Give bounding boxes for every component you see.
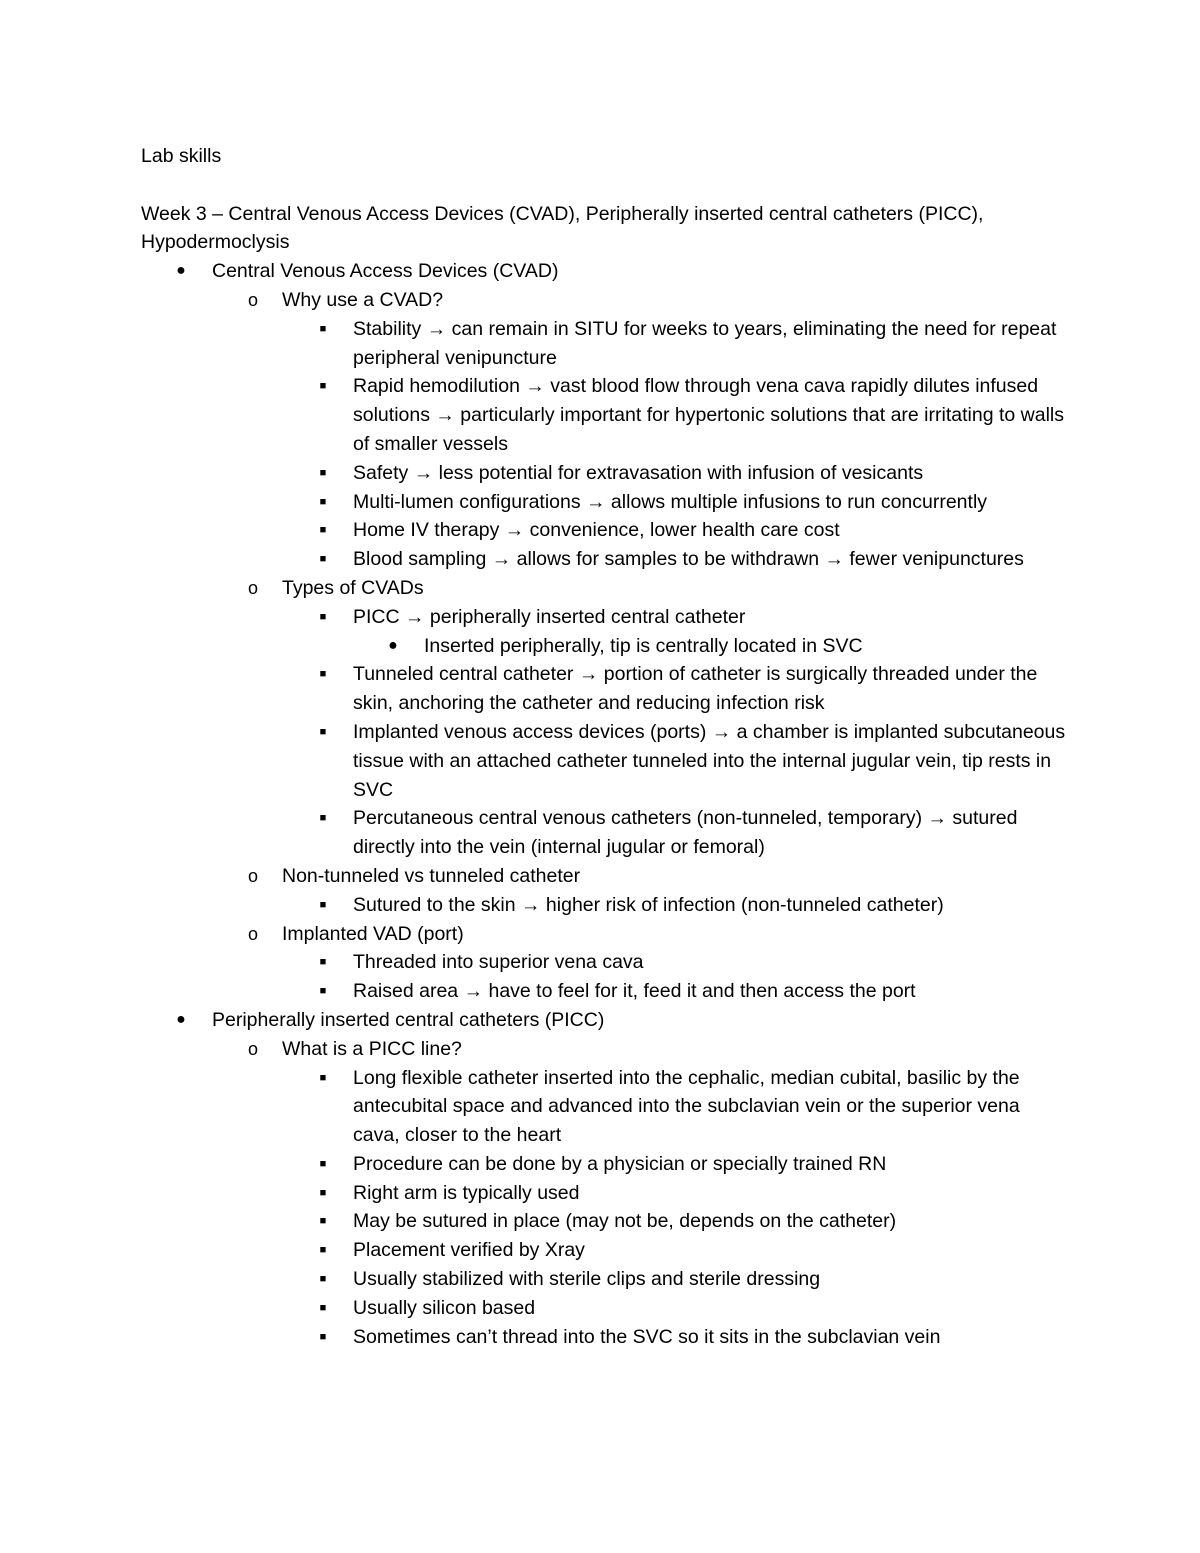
outline-item-level-3 <box>141 1236 1071 1265</box>
outline-item-text: May be sutured in place (may not be, depends on the catheter) <box>353 1210 897 1233</box>
outline-item-level-3 <box>141 459 1071 488</box>
outline-item-text: Usually stabilized with sterile clips and sterile dressing <box>353 1268 821 1291</box>
outline-item-text: Usually silicon based <box>353 1296 536 1319</box>
bullet-marker-icon: ■ <box>319 553 327 566</box>
bullet-marker-icon: ● <box>176 262 186 280</box>
outline-item-level-1 <box>141 257 1071 286</box>
bullet-marker-icon: ■ <box>319 898 327 911</box>
outline-item-text: Threaded into superior vena cava <box>353 951 644 974</box>
outline-item-level-3 <box>141 372 1071 458</box>
bullet-marker-icon: ■ <box>319 956 327 969</box>
outline-item-level-3 <box>141 948 1071 977</box>
outline-item-text: Tunneled central catheter → portion of catheter is surgically threaded under the skin, anchoring the catheter and reducing infection risk <box>353 663 1038 715</box>
bullet-marker-icon: ■ <box>319 1071 327 1084</box>
outline-item-level-2 <box>141 1035 1071 1064</box>
bullet-marker-icon: ■ <box>319 1215 327 1228</box>
outline-item-level-3 <box>141 977 1071 1006</box>
bullet-marker-icon: ■ <box>319 380 327 393</box>
outline-item-text: Safety → less potential for extravasation with infusion of vesicants <box>353 461 924 484</box>
outline-item-level-4 <box>141 632 1071 661</box>
outline-item-text: Multi-lumen configurations → allows multiple infusions to run concurrently <box>353 490 988 513</box>
outline-item-text: Blood sampling → allows for samples to be withdrawn → fewer venipunctures <box>353 548 1024 571</box>
outline-item-level-3 <box>141 1323 1071 1352</box>
outline-item-text: What is a PICC line? <box>282 1037 462 1060</box>
document-body <box>141 142 1071 1351</box>
outline-item-level-3 <box>141 488 1071 517</box>
bullet-marker-icon: o <box>247 289 258 310</box>
outline-item-level-2 <box>141 920 1071 949</box>
outline-item-text: Sometimes can’t thread into the SVC so it sits in the subclavian vein <box>353 1325 941 1348</box>
bullet-marker-icon: ■ <box>319 466 327 479</box>
outline-item-level-2 <box>141 574 1071 603</box>
bullet-marker-icon: ■ <box>319 812 327 825</box>
outline-item-level-3 <box>141 1150 1071 1179</box>
bullet-marker-icon: ■ <box>319 1157 327 1170</box>
bullet-marker-icon: ■ <box>319 668 327 681</box>
outline-item-level-3 <box>141 516 1071 545</box>
outline-item-level-3 <box>141 891 1071 920</box>
week-heading: Week 3 – Central Venous Access Devices (CVAD), Peripherally inserted central catheters (PICC), Hypodermoclysis <box>141 202 984 254</box>
bullet-marker-icon: ■ <box>319 495 327 508</box>
bullet-marker-icon: ■ <box>319 524 327 537</box>
outline-item-text: Inserted peripherally, tip is centrally located in SVC <box>424 634 863 657</box>
bullet-marker-icon: ■ <box>319 1330 327 1343</box>
outline-item-text: Peripherally inserted central catheters (PICC) <box>212 1008 605 1031</box>
outline-item-level-3 <box>141 603 1071 632</box>
bullet-marker-icon: ■ <box>319 1301 327 1314</box>
document-title: Lab skills <box>141 145 222 167</box>
bullet-marker-icon: o <box>247 1038 258 1059</box>
outline-item-text: Procedure can be done by a physician or specially trained RN <box>353 1152 887 1175</box>
bullet-marker-icon: o <box>247 865 258 886</box>
outline-item-text: Percutaneous central venous catheters (non-tunneled, temporary) → sutured directly into the vein (internal jugular or femoral) <box>353 807 1018 859</box>
outline-list <box>141 257 1071 1351</box>
bullet-marker-icon: ■ <box>319 322 327 335</box>
bullet-marker-icon: ■ <box>319 1273 327 1286</box>
bullet-marker-icon: ■ <box>319 725 327 738</box>
outline-item-level-1 <box>141 1006 1071 1035</box>
outline-item-text: Implanted venous access devices (ports) → a chamber is implanted subcutaneous tissue with an attached catheter tunneled into the internal jugular vein, tip rests in SVC <box>353 720 1066 801</box>
outline-item-text: Non-tunneled vs tunneled catheter <box>282 864 581 887</box>
bullet-marker-icon: o <box>247 577 258 598</box>
outline-item-text: Rapid hemodilution → vast blood flow through vena cava rapidly dilutes infused solutions → particularly important for hypertonic solutions that are irritating to walls of smaller vessels <box>353 375 1064 455</box>
outline-item-level-3 <box>141 804 1071 862</box>
outline-item-level-2 <box>141 286 1071 315</box>
outline-item-level-3 <box>141 1265 1071 1294</box>
outline-item-text: Raised area → have to feel for it, feed it and then access the port <box>353 980 916 1003</box>
bullet-marker-icon: ■ <box>319 985 327 998</box>
bullet-marker-icon: ■ <box>319 610 327 623</box>
bullet-marker-icon: ■ <box>319 1186 327 1199</box>
bullet-marker-icon: o <box>247 923 258 944</box>
outline-item-level-3 <box>141 315 1071 373</box>
outline-item-text: Long flexible catheter inserted into the cephalic, median cubital, basilic by the antecubital space and advanced into the subclavian vein or the superior vena cava, closer to the heart <box>353 1066 1020 1147</box>
outline-item-text: Sutured to the skin → higher risk of infection (non-tunneled catheter) <box>353 893 944 916</box>
outline-item-text: PICC → peripherally inserted central catheter <box>353 605 746 628</box>
bullet-marker-icon: ■ <box>319 1244 327 1257</box>
blank-line <box>141 171 1071 200</box>
outline-item-level-3 <box>141 1207 1071 1236</box>
bullet-marker-icon: ● <box>388 636 398 654</box>
outline-item-level-3 <box>141 1294 1071 1323</box>
outline-item-level-3 <box>141 718 1071 804</box>
outline-item-text: Stability → can remain in SITU for weeks to years, eliminating the need for repeat peripheral venipuncture <box>353 317 1057 369</box>
bullet-marker-icon: ● <box>176 1010 186 1028</box>
outline-item-text: Right arm is typically used <box>353 1181 580 1204</box>
outline-item-text: Implanted VAD (port) <box>282 922 464 945</box>
outline-item-text: Why use a CVAD? <box>282 288 444 311</box>
outline-item-level-3 <box>141 1064 1071 1150</box>
outline-item-text: Types of CVADs <box>282 576 424 599</box>
outline-item-text: Home IV therapy → convenience, lower health care cost <box>353 519 840 542</box>
outline-item-text: Central Venous Access Devices (CVAD) <box>212 260 559 283</box>
outline-item-text: Placement verified by Xray <box>353 1239 585 1262</box>
outline-item-level-3 <box>141 545 1071 574</box>
outline-item-level-3 <box>141 1179 1071 1208</box>
outline-item-level-3 <box>141 660 1071 718</box>
outline-item-level-2 <box>141 862 1071 891</box>
